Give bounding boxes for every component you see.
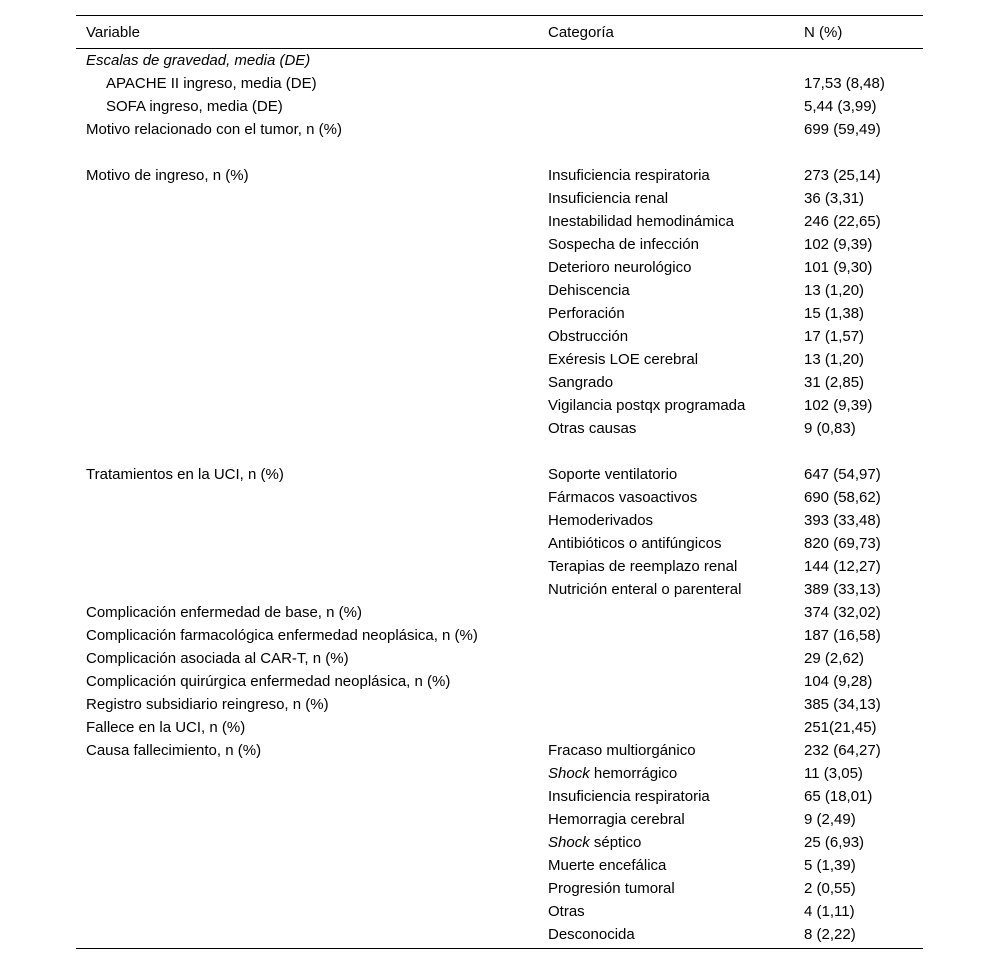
row-variable: Complicación asociada al CAR-T, n (%): [86, 650, 349, 667]
row-categoria: Nutrición enteral o parenteral: [548, 581, 742, 598]
row-n: 15 (1,38): [804, 305, 865, 322]
table-row: [76, 49, 923, 72]
row-categoria: Sangrado: [548, 374, 614, 391]
row-n: 36 (3,31): [804, 190, 865, 207]
table-row: [76, 509, 923, 532]
table-row: [76, 486, 923, 509]
row-variable: APACHE II ingreso, media (DE): [106, 75, 317, 92]
row-n: 17 (1,57): [804, 328, 865, 345]
row-n: 8 (2,22): [804, 926, 856, 943]
row-n: 104 (9,28): [804, 673, 873, 690]
table-row: [76, 302, 923, 325]
table-row: [76, 693, 923, 716]
table-row: [76, 716, 923, 739]
row-n: 144 (12,27): [804, 558, 881, 575]
row-variable: Registro subsidiario reingreso, n (%): [86, 696, 329, 713]
row-categoria: Dehiscencia: [548, 282, 630, 299]
row-n: 374 (32,02): [804, 604, 881, 621]
table-row: [76, 762, 923, 785]
table-spacer-row: [76, 440, 923, 463]
row-n: 232 (64,27): [804, 742, 881, 759]
table-header: [76, 16, 923, 49]
row-n: 385 (34,13): [804, 696, 881, 713]
row-variable: Motivo de ingreso, n (%): [86, 167, 249, 184]
row-categoria: Exéresis LOE cerebral: [548, 351, 699, 368]
row-variable: Escalas de gravedad, media (DE): [86, 52, 311, 69]
table-spacer-row: [76, 141, 923, 164]
row-n: 9 (0,83): [804, 420, 856, 437]
row-n: 9 (2,49): [804, 811, 856, 828]
row-variable: Complicación enfermedad de base, n (%): [86, 604, 362, 621]
row-categoria: [538, 834, 794, 851]
row-n: 389 (33,13): [804, 581, 881, 598]
table-row: [76, 233, 923, 256]
table-row: [76, 95, 923, 118]
row-n: 29 (2,62): [804, 650, 865, 667]
row-categoria: Fármacos vasoactivos: [548, 489, 698, 506]
row-categoria-italic: Shock: [548, 834, 590, 851]
row-n: 4 (1,11): [804, 903, 855, 920]
table-row: [76, 256, 923, 279]
row-categoria: Soporte ventilatorio: [548, 466, 678, 483]
row-variable: Complicación quirúrgica enfermedad neoplásica, n (%): [86, 673, 451, 690]
data-table: [76, 15, 923, 949]
row-categoria: Progresión tumoral: [548, 880, 675, 897]
table-row: [76, 923, 923, 946]
row-variable: Motivo relacionado con el tumor, n (%): [86, 121, 342, 138]
header-categoria: Categoría: [548, 23, 614, 41]
row-n: 13 (1,20): [804, 282, 865, 299]
row-categoria: Fracaso multiorgánico: [548, 742, 696, 759]
row-categoria: Hemorragia cerebral: [548, 811, 685, 828]
row-n: 187 (16,58): [804, 627, 881, 644]
row-variable: SOFA ingreso, media (DE): [106, 98, 283, 115]
row-categoria: Obstrucción: [548, 328, 629, 345]
table-row: [76, 371, 923, 394]
row-n: 393 (33,48): [804, 512, 881, 529]
table-row: [76, 854, 923, 877]
row-n: 102 (9,39): [804, 397, 873, 414]
row-variable: Fallece en la UCI, n (%): [86, 719, 246, 736]
row-categoria: Inestabilidad hemodinámica: [548, 213, 734, 230]
table-row: [76, 808, 923, 831]
row-categoria: Deterioro neurológico: [548, 259, 692, 276]
row-categoria: Sospecha de infección: [548, 236, 699, 253]
row-categoria: Otras causas: [548, 420, 637, 437]
row-categoria: Insuficiencia respiratoria: [548, 788, 710, 805]
table-row: [76, 601, 923, 624]
table-row: [76, 417, 923, 440]
table-row: [76, 624, 923, 647]
row-n: 101 (9,30): [804, 259, 873, 276]
table-row: [76, 210, 923, 233]
row-n: 25 (6,93): [804, 834, 865, 851]
row-categoria: Perforación: [548, 305, 625, 322]
row-n: 690 (58,62): [804, 489, 881, 506]
row-variable: Causa fallecimiento, n (%): [86, 742, 262, 759]
table-row: [76, 532, 923, 555]
table-row: [76, 785, 923, 808]
row-n: 11 (3,05): [804, 765, 863, 782]
table-row: [76, 670, 923, 693]
row-categoria: Insuficiencia respiratoria: [548, 167, 710, 184]
table-row: [76, 739, 923, 762]
row-categoria: Terapias de reemplazo renal: [548, 558, 738, 575]
row-categoria: Otras: [548, 903, 585, 920]
table-row: [76, 394, 923, 417]
table-row: [76, 900, 923, 923]
row-n: 65 (18,01): [804, 788, 873, 805]
row-categoria: Vigilancia postqx programada: [548, 397, 746, 414]
table-row: [76, 325, 923, 348]
table-row: [76, 877, 923, 900]
row-variable: Complicación farmacológica enfermedad neoplásica, n (%): [86, 627, 478, 644]
row-categoria: Desconocida: [548, 926, 635, 943]
row-n: 246 (22,65): [804, 213, 881, 230]
row-categoria: Muerte encefálica: [548, 857, 667, 874]
bottom-rule: [76, 948, 923, 949]
row-categoria: Insuficiencia renal: [548, 190, 669, 207]
row-n: 31 (2,85): [804, 374, 865, 391]
row-categoria-rest: séptico: [589, 834, 642, 851]
header-n: N (%): [804, 23, 843, 41]
table-row: [76, 348, 923, 371]
table-row: [76, 555, 923, 578]
row-categoria-rest: hemorrágico: [589, 765, 678, 782]
table-row: [76, 647, 923, 670]
row-categoria-italic: Shock: [548, 765, 590, 782]
row-categoria: Antibióticos o antifúngicos: [548, 535, 722, 552]
row-categoria: Hemoderivados: [548, 512, 654, 529]
table-row: [76, 831, 923, 854]
table-row: [76, 463, 923, 486]
row-n: 273 (25,14): [804, 167, 881, 184]
row-n: 5 (1,39): [804, 857, 856, 874]
table-row: [76, 118, 923, 141]
table-row: [76, 578, 923, 601]
row-n: 17,53 (8,48): [804, 75, 885, 92]
table-row: [76, 72, 923, 95]
table-row: [76, 279, 923, 302]
row-variable: Tratamientos en la UCI, n (%): [86, 466, 284, 483]
table-row: [76, 187, 923, 210]
row-n: 251(21,45): [804, 719, 877, 736]
row-n: 2 (0,55): [804, 880, 856, 897]
row-n: 820 (69,73): [804, 535, 881, 552]
row-n: 699 (59,49): [804, 121, 881, 138]
row-categoria: [538, 765, 794, 782]
header-variable: Variable: [86, 23, 140, 41]
table-row: [76, 164, 923, 187]
row-n: 5,44 (3,99): [804, 98, 877, 115]
row-n: 102 (9,39): [804, 236, 873, 253]
row-n: 647 (54,97): [804, 466, 881, 483]
row-n: 13 (1,20): [804, 351, 865, 368]
